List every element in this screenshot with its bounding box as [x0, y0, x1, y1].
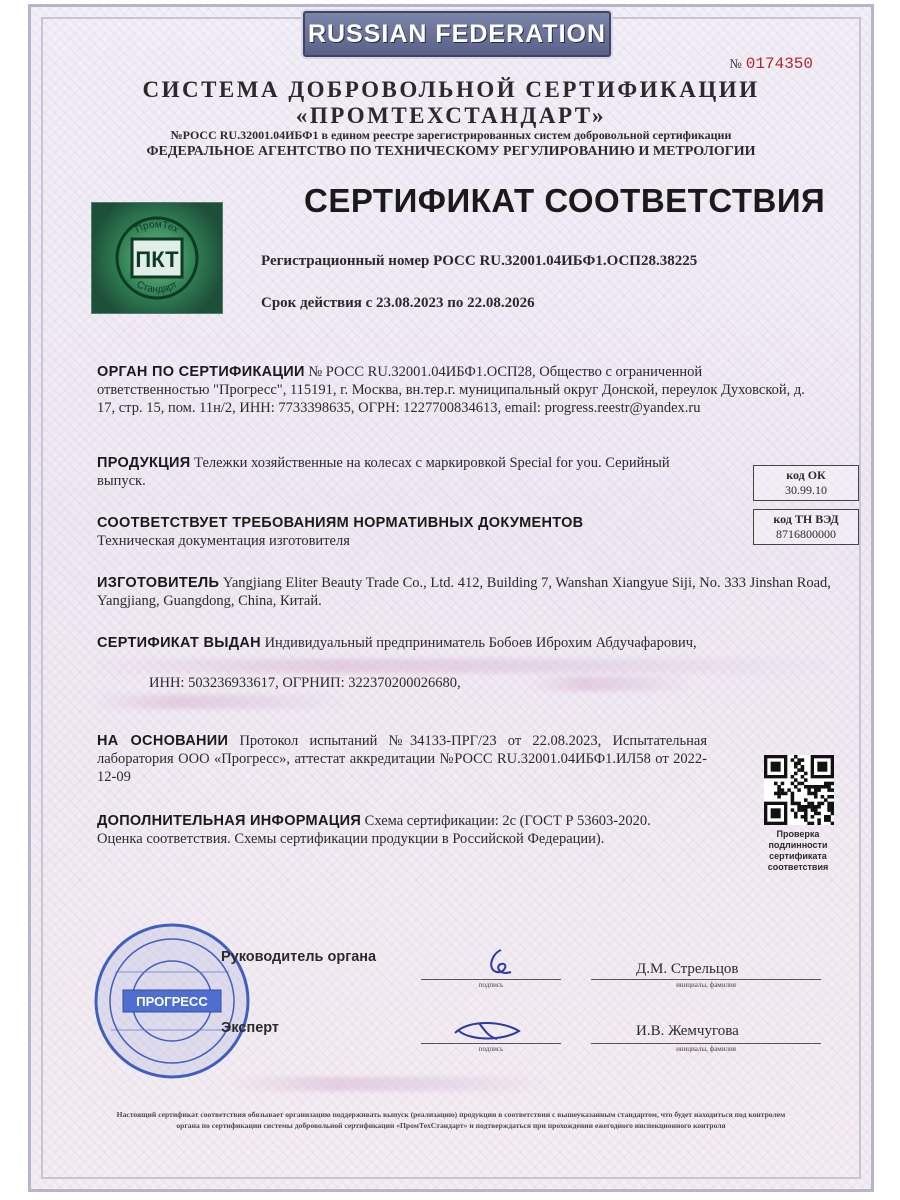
basis-section — [97, 732, 707, 786]
registry-line: №РОСС RU.32001.04ИБФ1 в едином реестре зарегистрированных систем добровольной сертификации — [170, 128, 732, 142]
logo-top-text: ПромТех — [133, 219, 181, 236]
head-name: Д.М. Стрельцов — [636, 961, 739, 977]
official-stamp — [93, 922, 251, 1080]
expert-signature-line — [421, 1043, 561, 1044]
product-label: ПРОДУКЦИЯ — [97, 455, 191, 471]
issued-to-text: Индивидуальный предприниматель Бобоев Иброхим Абдучафарович, — [260, 635, 697, 651]
certification-body-text: № РОСС RU.32001.04ИБФ1.ОСП28, Общество с ограниченной ответственностью "Прогресс", 115191, г. Москва, вн.тер.г. муниципальный округ Донской, переулок Духовской, д. 17, стр. 15, пом. 11н/2, ИНН: 7733398635, ОГРН: 1227700834613, email: progress.reestr@yandex.ru — [97, 364, 805, 416]
ok-code-label: код ОК — [786, 468, 826, 482]
certification-body-label: ОРГАН ПО СЕРТИФИКАЦИИ — [97, 364, 305, 380]
redacted-address-line — [93, 659, 833, 673]
serial-number — [729, 55, 813, 73]
logo-center: ПКТ — [135, 247, 179, 272]
conformity-text: Техническая документация изготовителя — [97, 533, 350, 549]
manufacturer-section — [97, 574, 837, 610]
head-name-line — [591, 979, 821, 980]
system-logo — [91, 202, 223, 314]
redacted-contact-line — [93, 695, 343, 709]
redacted-fragment — [531, 677, 691, 691]
head-signature-line — [421, 979, 561, 980]
stamp-center-text: ПРОГРЕСС — [136, 994, 208, 1009]
additional-info-section — [97, 812, 697, 848]
round-seal-icon — [93, 922, 251, 1080]
additional-info-text: Схема сертификации: 2с (ГОСТ Р 53603-2020. Оценка соответствия. Схемы сертификации продукции в Российской Федерации). — [97, 813, 651, 847]
country-banner — [303, 11, 611, 57]
qr-code-icon — [764, 755, 834, 825]
issued-ids: ИНН: 503236933617, ОГРНИП: 322370200026680, — [149, 675, 461, 691]
tnved-code-label: код ТН ВЭД — [773, 512, 839, 526]
basis-text: Протокол испытаний №34133-ПРГ/23 от 22.08.2023, Испытательная лаборатория ООО «Прогресс», аттестат аккредитации №РОСС RU.32001.04ИБФ1.ИЛ58 от 2022-12-09 — [97, 733, 707, 785]
expert-signature-caption: подпись — [478, 1045, 504, 1053]
additional-info-label: ДОПОЛНИТЕЛЬНАЯ ИНФОРМАЦИЯ — [97, 813, 362, 829]
agency-name: ФЕДЕРАЛЬНОЕ АГЕНТСТВО ПО ТЕХНИЧЕСКОМУ РЕГУЛИРОВАНИЮ И МЕТРОЛОГИИ — [146, 144, 756, 159]
registration-number: Регистрационный номер РОСС RU.32001.04ИБФ1.ОСП28.38225 — [261, 253, 698, 269]
qr-code[interactable] — [764, 755, 834, 825]
conformity-label: СООТВЕТСТВУЕТ ТРЕБОВАНИЯМ НОРМАТИВНЫХ ДОКУМЕНТОВ — [97, 515, 584, 531]
certificate-title: СЕРТИФИКАТ СООТВЕТСТВИЯ — [304, 182, 826, 219]
svg-text:Стандарт — [135, 279, 180, 295]
logo-bottom-text: Стандарт — [134, 279, 180, 296]
head-name-caption: инициалы, фамилия — [676, 981, 736, 989]
expert-name-caption: инициалы, фамилия — [676, 1045, 736, 1053]
logo-emblem-icon — [92, 203, 222, 313]
expert-role: Эксперт — [221, 1020, 280, 1036]
manufacturer-label: ИЗГОТОВИТЕЛЬ — [97, 575, 220, 591]
validity-period: Срок действия с 23.08.2023 по 22.08.2026 — [261, 295, 535, 311]
system-title-line1: СИСТЕМА ДОБРОВОЛЬНОЙ СЕРТИФИКАЦИИ — [142, 77, 760, 102]
ok-code-box — [753, 465, 859, 501]
conformity-section — [97, 514, 737, 550]
redacted-footer-line — [231, 1077, 551, 1091]
product-text: Тележки хозяйственные на колесах с маркировкой Special for you. Серийный выпуск. — [97, 455, 670, 489]
system-title-line2: «ПРОМТЕХСТАНДАРТ» — [295, 103, 607, 128]
serial-prefix: № — [729, 56, 742, 71]
issued-to-section — [97, 634, 837, 652]
footer-note: Настоящий сертификат соответствия обязывает организацию поддерживать выпуск (реализацию) продукции в соответствии с вышеуказанным стандартом, что будет находиться под контролем органа по сертификации системы добровольной сертификации «ПромТехСтандарт» и подтверждаться при прохождении ежегодного инспекционного контроля — [116, 1110, 786, 1130]
head-signature-icon — [471, 942, 531, 982]
head-signature-caption: подпись — [478, 981, 504, 989]
basis-label: НА ОСНОВАНИИ — [97, 733, 229, 749]
banner-text: RUSSIAN FEDERATION — [307, 20, 607, 48]
certification-body-section — [97, 363, 813, 417]
product-section — [97, 454, 697, 490]
system-title — [31, 77, 871, 129]
manufacturer-text: Yangjiang Eliter Beauty Trade Co., Ltd. 412, Building 7, Wanshan Xiangyue Siji, No. 333 Jinshan Road, Yangjiang, Guangdong, China, Китай. — [97, 575, 831, 609]
issued-to-label: СЕРТИФИКАТ ВЫДАН — [97, 635, 261, 651]
expert-name-line — [591, 1043, 821, 1044]
ok-code-value: 30.99.10 — [785, 483, 827, 497]
head-role: Руководитель органа — [221, 949, 377, 965]
tnved-code-value: 8716800000 — [776, 527, 836, 541]
expert-name: И.В. Жемчугова — [636, 1023, 739, 1039]
qr-caption: Проверка подлинности сертификата соответствия — [767, 829, 829, 872]
certificate-sheet — [28, 4, 874, 1192]
tnved-code-box — [753, 509, 859, 545]
serial-value: 0174350 — [745, 55, 813, 73]
